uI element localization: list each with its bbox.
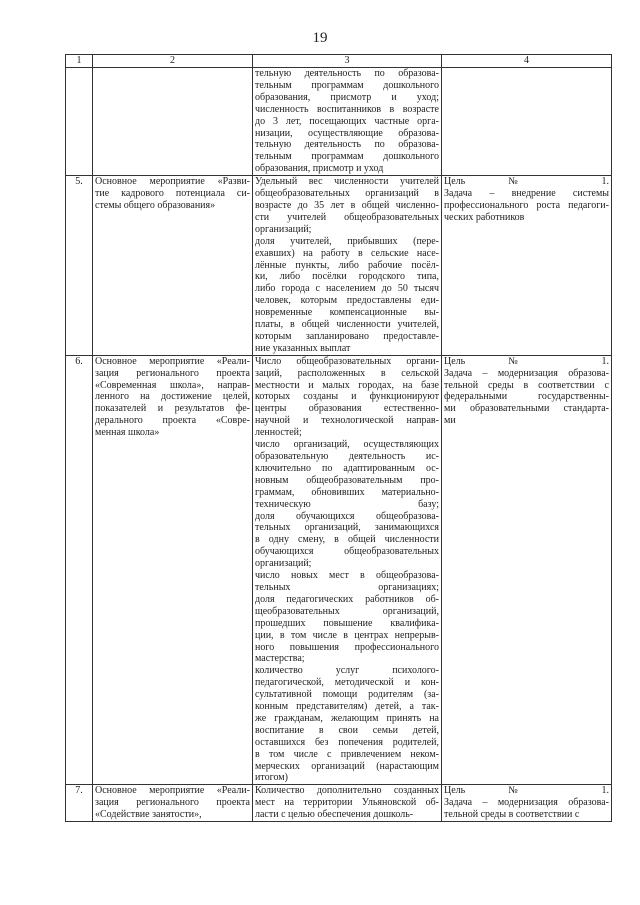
text-line: тельную деятельность по образова- xyxy=(255,68,439,79)
table-row xyxy=(66,785,612,822)
text-line: Цель № 1. xyxy=(444,355,609,367)
indicators-cell xyxy=(253,68,442,176)
text-line: сти учителей общеобразовательных xyxy=(255,211,439,223)
text-line: мест на территории Ульяновской об- xyxy=(255,797,439,809)
event-cell xyxy=(93,176,253,356)
text-line: Задача – внедрение системы xyxy=(444,188,609,200)
table-row xyxy=(66,176,612,356)
text-line: «Содействие занятости», xyxy=(95,809,202,821)
text-line: дерального проекта «Совре- xyxy=(95,415,250,427)
row-number: 7. xyxy=(66,785,93,822)
row-number xyxy=(66,68,93,176)
text-line: итогом) xyxy=(255,772,288,784)
text-line: же гражданам, желающим принять на xyxy=(255,712,439,724)
indicators-cell xyxy=(253,355,442,785)
text-line: Задача – модернизация образова- xyxy=(444,367,609,379)
text-line: ключительно по адаптированным ос- xyxy=(255,462,439,474)
page-number: 19 xyxy=(312,30,328,46)
text-line: ного повышения профессионального xyxy=(255,641,439,653)
text-line: техническую базу; xyxy=(255,498,439,510)
text-line: образования, присмотр и уход xyxy=(255,163,384,175)
text-line: федеральными государственны- xyxy=(444,391,609,403)
text-line: число организаций, осуществляющих xyxy=(255,439,439,451)
text-line: «Современная школа», направ- xyxy=(95,379,250,391)
text-line: ции, в том числе в центрах непрерыв- xyxy=(255,629,439,641)
text-line: тельной среды в соответствии с xyxy=(444,809,580,821)
text-line: общеобразовательных организаций в xyxy=(255,188,439,200)
text-line: тельным программам дошкольного xyxy=(255,79,439,91)
text-line: местности и малых городах, на базе xyxy=(255,379,439,391)
text-line: Число общеобразовательных органи- xyxy=(255,355,439,367)
header-col-4: 4 xyxy=(442,55,612,68)
text-line: численность воспитанников в возрасте xyxy=(255,103,439,115)
text-line: платы, в общей численности учителей, xyxy=(255,319,439,331)
text-line: воспитание в свои семьи детей, xyxy=(255,724,439,736)
text-line: которым запланировано предоставле- xyxy=(255,330,439,342)
text-line: Задача – модернизация образова- xyxy=(444,797,609,809)
text-line: мастерства; xyxy=(255,653,305,665)
text-line: которых созданы и функционируют xyxy=(255,391,439,403)
text-line: зация регионального проекта xyxy=(95,367,250,379)
text-line: новным общеобразовательным про- xyxy=(255,474,439,486)
text-line: заций, расположенных в сельской xyxy=(255,367,439,379)
table-row xyxy=(66,68,612,176)
text-line: ласти с целью обеспечения дошколь- xyxy=(255,809,414,821)
text-line: зация регионального проекта xyxy=(95,797,250,809)
goal-cell xyxy=(442,68,612,176)
text-line: конным представителям) детей, а так- xyxy=(255,701,439,713)
text-line: организаций; xyxy=(255,223,312,235)
text-line: тельных организаций, занимающихся xyxy=(255,522,439,534)
text-line: тие кадрового потенциала си- xyxy=(95,188,250,200)
text-line: ленностей; xyxy=(255,427,302,439)
text-line: в одну смену, в общей численности xyxy=(255,534,439,546)
text-line: педагогической, методической и кон- xyxy=(255,677,439,689)
text-line: образования, присмотр и уход; xyxy=(255,91,439,103)
text-line: Цель № 1. xyxy=(444,785,609,797)
header-col-2: 2 xyxy=(93,55,253,68)
text-line: щеобразовательных организаций, xyxy=(255,605,439,617)
text-line: Цель № 1. xyxy=(444,176,609,188)
goal-cell xyxy=(442,176,612,356)
event-cell xyxy=(93,355,253,785)
text-line: профессионального роста педагоги- xyxy=(444,199,609,211)
indicators-cell xyxy=(253,176,442,356)
text-line: образовательную деятельность ис- xyxy=(255,451,439,462)
text-line: Количество дополнительно созданных xyxy=(255,785,439,797)
row-number: 6. xyxy=(66,355,93,785)
text-line: Удельный вес численности учителей xyxy=(255,176,439,188)
text-line: оставшихся без попечения родителей, xyxy=(255,736,439,748)
text-line: ми образовательными стандарта- xyxy=(444,403,609,415)
text-line: либо города с населением до 50 тысяч xyxy=(255,283,439,295)
text-line: тельных организациях; xyxy=(255,581,439,593)
text-line: ехавших) на работу в сельские насе- xyxy=(255,247,439,259)
text-line: прошедших повышение квалифика- xyxy=(255,617,439,629)
row-number: 5. xyxy=(66,176,93,356)
text-line: новременные компенсационные вы- xyxy=(255,307,439,319)
text-line: граммам, обновивших материально- xyxy=(255,486,439,498)
text-line: тельную деятельность по образова- xyxy=(255,139,439,151)
text-line: в том числе с привлечением неком- xyxy=(255,748,439,760)
text-line: до 3 лет, посещающих частные орга- xyxy=(255,115,439,127)
event-cell xyxy=(93,68,253,176)
text-line: стемы общего образования» xyxy=(95,199,216,211)
header-col-1: 1 xyxy=(66,55,93,68)
text-line: доля обучающихся общеобразова- xyxy=(255,510,439,522)
text-line: Основное мероприятие «Реали- xyxy=(95,785,250,797)
indicators-cell xyxy=(253,785,442,822)
text-line: лённые пункты, либо рабочие посёл- xyxy=(255,259,439,271)
text-line: Основное мероприятие «Разви- xyxy=(95,176,250,188)
text-line: мерческих организаций (нарастающим xyxy=(255,760,439,772)
text-line: Основное мероприятие «Реали- xyxy=(95,355,250,367)
text-line: тельным программам дошкольного xyxy=(255,151,439,163)
text-line: возрасте до 35 лет в общей численно- xyxy=(255,199,439,211)
text-line: человек, которым предоставлены еди- xyxy=(255,295,439,307)
text-line: обучающихся общеобразовательных xyxy=(255,546,439,558)
text-line: доля педагогических работников об- xyxy=(255,593,439,605)
text-line: доля учителей, прибывших (пере- xyxy=(255,235,439,247)
goal-cell xyxy=(442,785,612,822)
text-line: научной и технологической направ- xyxy=(255,415,439,427)
text-line: менная школа» xyxy=(95,427,160,439)
text-line: показателей и результатов фе- xyxy=(95,403,250,415)
text-line: низации, осуществляющие образова- xyxy=(255,127,439,139)
program-table xyxy=(65,54,612,822)
text-line: тельной среды в соответствии с xyxy=(444,379,609,391)
text-line: центры образования естественно- xyxy=(255,403,439,415)
text-line: ческих работников xyxy=(444,211,525,223)
event-cell xyxy=(93,785,253,822)
text-line: ки, либо посёлки городского типа, xyxy=(255,271,439,283)
text-line: ми xyxy=(444,415,456,427)
text-line: организаций; xyxy=(255,558,312,570)
table-header-row xyxy=(66,55,612,68)
text-line: ленного на достижение целей, xyxy=(95,391,250,403)
goal-cell xyxy=(442,355,612,785)
text-line: ние указанных выплат xyxy=(255,342,351,354)
text-line: сультативной помощи родителям (за- xyxy=(255,689,439,701)
table-row xyxy=(66,355,612,785)
text-line: число новых мест в общеобразова- xyxy=(255,570,439,582)
header-col-3: 3 xyxy=(253,55,442,68)
text-line: количество услуг психолого- xyxy=(255,665,439,677)
